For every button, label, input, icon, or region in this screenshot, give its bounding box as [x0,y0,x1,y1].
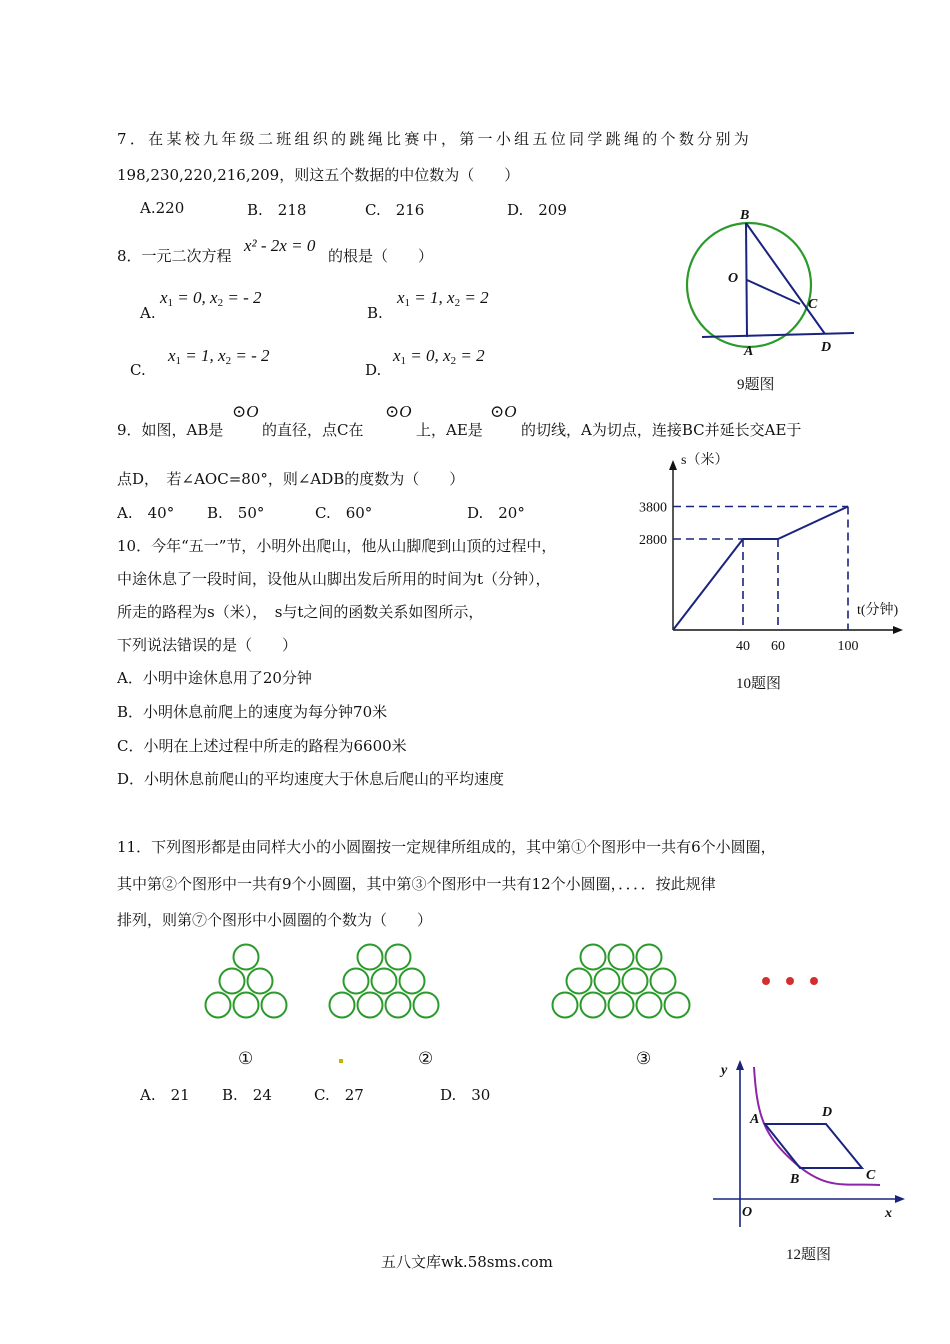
pattern-1-circle [262,993,287,1018]
pattern-3-circle [595,969,620,994]
q11-line2: 其中第②个图形中一共有9个小圆圈，其中第③个图形中一共有12个小圆圈，．．．．按此规律 [117,875,716,893]
q7-line1: 7．在某校九年级二班组织的跳绳比赛中，第一小组五位同学跳绳的个数分别为 [117,130,753,148]
q9-option-d: D. 20° [467,504,525,522]
footer-watermark: 五八文库wk.58sms.com [381,1253,553,1271]
x-axis-arrow [893,626,903,634]
pattern-1-circle [220,969,245,994]
pattern-3-circle [581,945,606,970]
q11-option-c: C. 27 [314,1086,364,1104]
q11-line1: 11．下列图形都是由同样大小的小圆圈按一定规律所组成的，其中第①个图形中一共有6个小圆圈， [117,838,776,856]
x-axis-arrow [895,1195,905,1203]
q8-option-d-math: $x_1 = 0$, $x_2 = 2$ [393,346,485,367]
pattern-3-circle [609,993,634,1018]
figure-10-caption: 10题图 [736,676,782,692]
q10-line2: 中途休息了一段时间，设他从山脚出发后所用的时间为t（分钟）， [117,570,551,588]
pattern-2-circle [358,945,383,970]
q9-circle-symbol-2: ⊙O [385,402,412,421]
ellipsis-dot [762,977,770,985]
q9-option-a: A. 40° [117,504,175,522]
pattern-1-circle [248,969,273,994]
q9-part1: 9．如图，AB是 [117,421,224,439]
line-oc [747,280,800,304]
ellipsis-dot [810,977,818,985]
figure-12 [705,1055,915,1235]
figure-12-caption: 12题图 [786,1247,832,1263]
label-d: D [821,340,832,355]
q8-option-c-letter: C. [130,361,146,379]
pattern-1-circle [206,993,231,1018]
q8-option-a-math: $x_1 = 0$, $x_2$ = - 2 [160,288,262,309]
y-tick-label: 2800 [639,533,667,548]
q8-suffix: 的根是（ ） [328,247,434,265]
pattern-2-circle [372,969,397,994]
q9-part4: 的切线，A为切点，连接BC并延长交AE于 [521,421,802,439]
pattern-2-circle [400,969,425,994]
label-b: B [740,208,750,223]
q7-line2: 198,230,220,216,209，则这五个数据的中位数为（ ） [117,166,520,184]
x-tick-label: 60 [771,639,785,654]
pattern-2-circle [358,993,383,1018]
q8-option-a-letter: A. [140,304,156,322]
x-tick-label: 100 [837,639,859,654]
q10-line3: 所走的路程为s（米）， s与t之间的函数关系如图所示， [117,603,484,621]
label-o: O [728,271,739,286]
q10-option-b: B．小明休息前爬上的速度为每分钟70米 [117,703,388,721]
label-o: O [742,1205,753,1220]
y-axis-arrow [736,1060,744,1070]
q9-option-b: B. 50° [207,504,265,522]
pattern-3-circle [623,969,648,994]
q11-option-d: D. 30 [440,1086,491,1104]
x-tick-label: 40 [736,639,750,654]
q7-option-d: D. 209 [507,201,567,219]
pattern-2-circle [330,993,355,1018]
q10-option-c: C．小明在上述过程中所走的路程为6600米 [117,737,407,755]
pattern-3-circle [609,945,634,970]
label-x: x [885,1206,892,1221]
q11-line3: 排列，则第⑦个图形中小圆圈的个数为（ ） [117,911,433,929]
x-axis-label: t(分钟) [857,603,899,618]
q8-option-b-letter: B. [367,304,383,322]
q7-option-b: B. 218 [247,201,307,219]
y-tick-label: 3800 [639,500,667,516]
q9-circle-symbol-1: ⊙O [232,402,259,421]
pattern-3-circle [665,993,690,1018]
q8-equation: x² - 2x = 0 [244,236,316,255]
pattern-3-circle [553,993,578,1018]
diameter-ab [746,223,747,337]
tangent-line-ae [702,333,854,337]
q11-option-a: A. 21 [140,1086,190,1104]
figure-10-chart [625,448,905,688]
label-c: C [808,297,818,312]
q9-option-c: C. 60° [315,504,373,522]
q9-part2: 的直径，点C在 [262,421,364,439]
line-bd [746,223,825,334]
y-axis-arrow [669,460,677,470]
parallelogram-abcd [765,1124,862,1168]
q10-option-d: D．小明休息前爬山的平均速度大于休息后爬山的平均速度 [117,770,505,788]
figure-9-circle [687,223,811,347]
series-line [673,507,848,631]
q8-option-c-math: $x_1 = 1$, $x_2$ = - 2 [168,346,270,367]
ellipsis-dot [786,977,794,985]
q7-option-a: A.220 [140,199,185,217]
pattern-label-1: ① [238,1049,254,1069]
pattern-3-circle [567,969,592,994]
q9-line2: 点D， 若∠AOC=80°，则∠ADB的度数为（ ） [117,470,465,488]
q10-line1: 10．今年“五一”节，小明外出爬山，他从山脚爬到山顶的过程中， [117,537,557,555]
figure-9-caption: 9题图 [737,377,775,393]
pattern-2-circle [386,993,411,1018]
pattern-1-circle [234,945,259,970]
pattern-3-circle [581,993,606,1018]
label-c: C [866,1168,876,1183]
q8-prefix: 8．一元二次方程 [117,247,232,265]
stray-mark [339,1059,343,1063]
q9-part3: 上，AE是 [416,421,483,439]
pattern-3-circle [637,945,662,970]
q7-option-c: C. 216 [365,201,425,219]
q8-option-b-math: $x_1 = 1$, $x_2 = 2$ [397,288,489,309]
pattern-3-circle [637,993,662,1018]
label-d: D [822,1105,833,1120]
q9-circle-symbol-3: ⊙O [490,402,517,421]
pattern-2-circle [344,969,369,994]
q8-option-d-letter: D. [365,361,382,379]
q10-option-a: A．小明中途休息用了20分钟 [117,669,312,687]
q11-option-b: B. 24 [222,1086,272,1104]
label-b: B [790,1172,800,1187]
pattern-2-circle [414,993,439,1018]
q11-circle-patterns [190,935,830,1025]
label-a: A [750,1112,760,1127]
pattern-3-circle [651,969,676,994]
label-y: y [721,1063,728,1078]
pattern-2-circle [386,945,411,970]
q10-line4: 下列说法错误的是（ ） [117,636,298,654]
pattern-label-3: ③ [636,1049,652,1069]
pattern-1-circle [234,993,259,1018]
label-a: A [744,344,754,359]
pattern-label-2: ② [418,1049,434,1069]
figure-9 [680,200,860,390]
y-axis-label: s（米） [681,453,729,468]
